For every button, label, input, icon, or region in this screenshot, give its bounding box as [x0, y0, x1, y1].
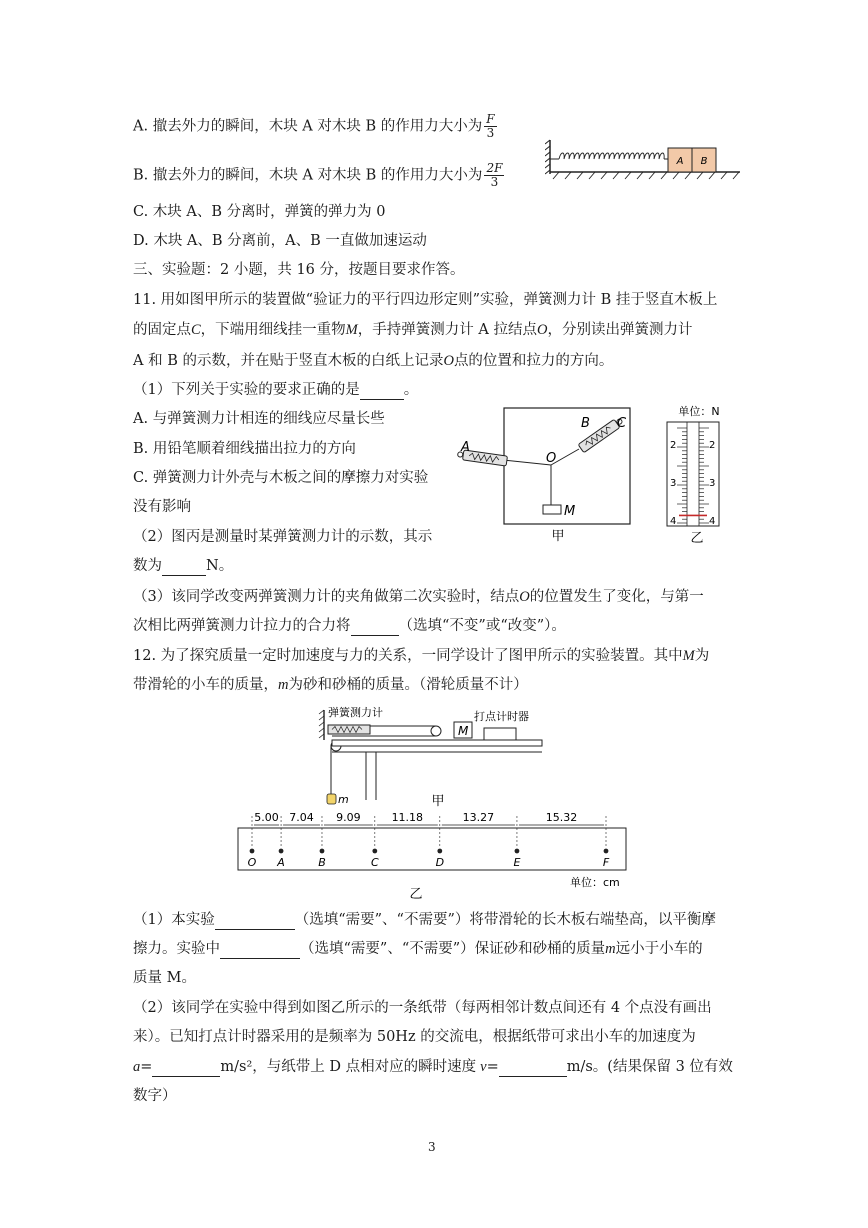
fraction-numerator: 2F — [486, 161, 503, 175]
answer-blank[interactable] — [162, 559, 206, 576]
sand-bucket — [327, 794, 336, 804]
scale-ticks — [677, 428, 709, 523]
tick-label-right: 4 — [709, 516, 716, 527]
italic-var: M — [682, 648, 695, 664]
string-a — [503, 460, 551, 465]
tape-point-label: D — [435, 856, 445, 869]
timer-box — [484, 728, 516, 740]
text-run: A 和 B 的示数，并在贴于竖直木板的白纸上记录 — [133, 353, 444, 369]
text-run: （选填“需要”、“不需要”）保证砂和砂桶的质量 — [300, 941, 606, 957]
label-m: M — [564, 504, 576, 519]
q12-part-2-line-2: 来）。已知打点计时器采用的是频率为 50Hz 的交流电，根据纸带可求出小车的加速度为 — [133, 1029, 696, 1045]
italic-var: O — [536, 322, 548, 338]
q11-part-2-line-2 — [133, 556, 233, 576]
q12-part-1-line-3: 质量 M。 — [133, 970, 196, 986]
fraction-denominator: 3 — [486, 126, 495, 140]
fraction-denominator: 3 — [490, 175, 499, 189]
figure-caption-yi: 乙 — [690, 531, 704, 546]
q10-option-b-fraction — [484, 162, 504, 189]
tape-point-label: O — [247, 856, 257, 869]
q10-option-b — [133, 162, 504, 189]
answer-blank[interactable] — [152, 1060, 220, 1077]
text-run: = — [486, 1059, 499, 1075]
label-c: C — [617, 416, 627, 431]
label-a: A — [461, 440, 470, 455]
tape-dot — [372, 849, 377, 854]
pulley-car — [431, 726, 441, 736]
tape-dot — [515, 849, 520, 854]
q11-option-b: B. 用铅笔顺着细线描出拉力的方向 — [133, 441, 356, 457]
long-board — [332, 740, 542, 746]
tape-point-label: E — [513, 856, 521, 869]
tape-unit: 单位：cm — [570, 876, 620, 889]
text-run: （选填“需要”、“不需要”）将带滑轮的长木板右端垫高，以平衡摩 — [294, 912, 716, 928]
tick-label-right: 3 — [709, 478, 716, 489]
text-run: （1）本实验 — [133, 912, 215, 928]
segment-length-label: 9.09 — [336, 811, 361, 824]
spring-blocks-figure — [545, 134, 745, 184]
tick-label-left: 2 — [670, 440, 677, 451]
q11-stem-line-2 — [133, 320, 692, 340]
tape-point-label: B — [318, 856, 326, 869]
label-spring-scale: 弹簧测力计 — [328, 706, 383, 719]
weight-m — [543, 505, 561, 514]
text-run: 点的位置和拉力的方向。 — [453, 353, 614, 369]
segment-length-label: 13.27 — [462, 811, 495, 824]
text-run: （选填“不变”或“改变”）。 — [398, 618, 566, 634]
text-run: 带滑轮的小车的质量， — [133, 677, 278, 693]
label-o: O — [546, 451, 557, 466]
fraction-numerator: F — [486, 112, 495, 126]
answer-blank[interactable] — [215, 913, 295, 930]
q11-part-3-line-2 — [133, 616, 566, 636]
q12-part-1-line-1 — [133, 910, 716, 930]
scale-unit: 单位：N — [678, 405, 720, 418]
text-run: N。 — [206, 558, 234, 574]
paper-tape — [238, 828, 626, 870]
q10-option-b-text: B. 撤去外力的瞬间，木块 A 对木块 B 的作用力大小为 — [133, 167, 483, 184]
italic-var: m — [278, 677, 289, 693]
tape-dot — [437, 849, 442, 854]
text-run: （1）下列关于实验的要求正确的是 — [133, 382, 360, 398]
q12-part-2-line-4: 数字） — [133, 1088, 177, 1104]
tick-label-left: 4 — [670, 516, 677, 527]
scale-body — [667, 422, 719, 526]
segment-length-label: 11.18 — [391, 811, 424, 824]
page-number: 3 — [428, 1140, 436, 1154]
text-run: 的固定点 — [133, 322, 191, 338]
q11-figure-jia — [455, 405, 635, 545]
wall-hatch — [319, 710, 324, 738]
label-b: B — [581, 416, 590, 431]
italic-var: C — [191, 322, 201, 338]
answer-blank[interactable] — [351, 619, 399, 636]
q12-apparatus-figure — [318, 700, 558, 810]
q11-stem-line-3 — [133, 351, 613, 371]
text-run: 远小于小车的 — [615, 941, 703, 957]
label-bucket-m: m — [338, 793, 349, 806]
q12-part-2-line-1: （2）该同学在实验中得到如图乙所示的一条纸带（每两相邻计数点间还有 4 个点没有画出 — [133, 1000, 712, 1016]
text-run: m/s²，与纸带上 D 点相对应的瞬时速度 — [220, 1059, 477, 1075]
tape-point-label: F — [602, 856, 610, 869]
segment-length-label: 15.32 — [545, 811, 578, 824]
q11-figure-yi — [655, 402, 745, 547]
text-run: （3）该同学改变两弹簧测力计的夹角做第二次实验时，结点 — [133, 589, 520, 605]
text-run: 擦力。实验中 — [133, 941, 220, 957]
answer-blank[interactable] — [220, 942, 300, 959]
figure-caption-jia: 甲 — [551, 529, 565, 544]
tape-point-label: C — [370, 856, 379, 869]
q11-option-c-line-1: C. 弹簧测力计外壳与木板之间的摩擦力对实验 — [133, 470, 429, 486]
text-run: 的位置发生了变化，与第一 — [529, 589, 704, 605]
text-run: 为砂和砂桶的质量。（滑轮质量不计） — [288, 677, 528, 693]
q12-stem-line-1 — [133, 646, 709, 666]
q10-option-a — [133, 113, 497, 140]
block-b-label: B — [700, 156, 708, 167]
q10-option-a-fraction — [484, 113, 496, 140]
text-run: ，分别读出弹簧测力计 — [547, 322, 693, 338]
text-run: 数为 — [133, 558, 162, 574]
segment-length-label: 7.04 — [289, 811, 314, 824]
q12-tape-figure — [230, 808, 640, 900]
text-run: 12. 为了探究质量一定时加速度与力的关系，一同学设计了图甲所示的实验装置。其中 — [133, 648, 683, 664]
tape-dot — [279, 849, 284, 854]
text-run: ，下端用细线挂一重物 — [200, 322, 346, 338]
q10-option-d: D. 木块 A、B 分离前，A、B 一直做加速运动 — [133, 233, 427, 249]
figure-caption-yi: 乙 — [409, 887, 423, 900]
label-timer: 打点计时器 — [474, 710, 529, 723]
q11-part-2-line-1: （2）图丙是测量时某弹簧测力计的示数，其示 — [133, 529, 433, 545]
floor-hatch — [553, 172, 739, 179]
spring-scale — [328, 725, 370, 734]
italic-var: v — [480, 1059, 487, 1075]
text-run: m/s。(结果保留 3 位有效 — [566, 1059, 733, 1075]
tick-label-left: 3 — [670, 478, 677, 489]
block-a-label: A — [676, 156, 684, 167]
text-run: = — [140, 1059, 153, 1075]
tape-dot — [604, 849, 609, 854]
answer-blank[interactable] — [499, 1060, 567, 1077]
q12-part-1-line-2 — [133, 939, 703, 959]
q12-part-2-line-3 — [133, 1057, 733, 1077]
tape-dot — [320, 849, 325, 854]
q11-part-1 — [133, 380, 418, 400]
tick-label-right: 2 — [709, 440, 716, 451]
text-run: 。 — [403, 382, 419, 398]
text-run: ，手持弹簧测力计 A 拉结点 — [357, 322, 537, 338]
italic-var: O — [443, 353, 454, 369]
text-run: 次相比两弹簧测力计拉力的合力将 — [133, 618, 351, 634]
tape-dot — [250, 849, 255, 854]
figure-caption-jia: 甲 — [431, 794, 445, 809]
q12-stem-line-2 — [133, 675, 528, 695]
answer-blank[interactable] — [360, 383, 404, 400]
spring-coil — [559, 153, 664, 159]
q11-part-3-line-1 — [133, 587, 704, 607]
italic-var: O — [519, 589, 530, 605]
text-run: 为 — [694, 648, 710, 664]
label-car-m: M — [458, 724, 469, 738]
italic-var: m — [605, 941, 616, 957]
tape-point-label: A — [277, 856, 285, 869]
q10-option-c: C. 木块 A、B 分离时，弹簧的弹力为 0 — [133, 204, 386, 220]
italic-var: M — [345, 322, 358, 338]
section-3-heading: 三、实验题：2 小题，共 16 分，按题目要求作答。 — [133, 262, 465, 278]
segment-length-label: 5.00 — [254, 811, 279, 824]
q11-option-a: A. 与弹簧测力计相连的细线应尽量长些 — [133, 411, 385, 427]
q11-stem-line-1: 11. 用如图甲所示的装置做“验证力的平行四边形定则”实验，弹簧测力计 B 挂于竖直木板上 — [133, 292, 718, 308]
q11-option-c-line-2: 没有影响 — [133, 499, 191, 515]
italic-var: a — [133, 1059, 141, 1075]
q10-option-a-text: A. 撤去外力的瞬间，木块 A 对木块 B 的作用力大小为 — [133, 118, 483, 135]
